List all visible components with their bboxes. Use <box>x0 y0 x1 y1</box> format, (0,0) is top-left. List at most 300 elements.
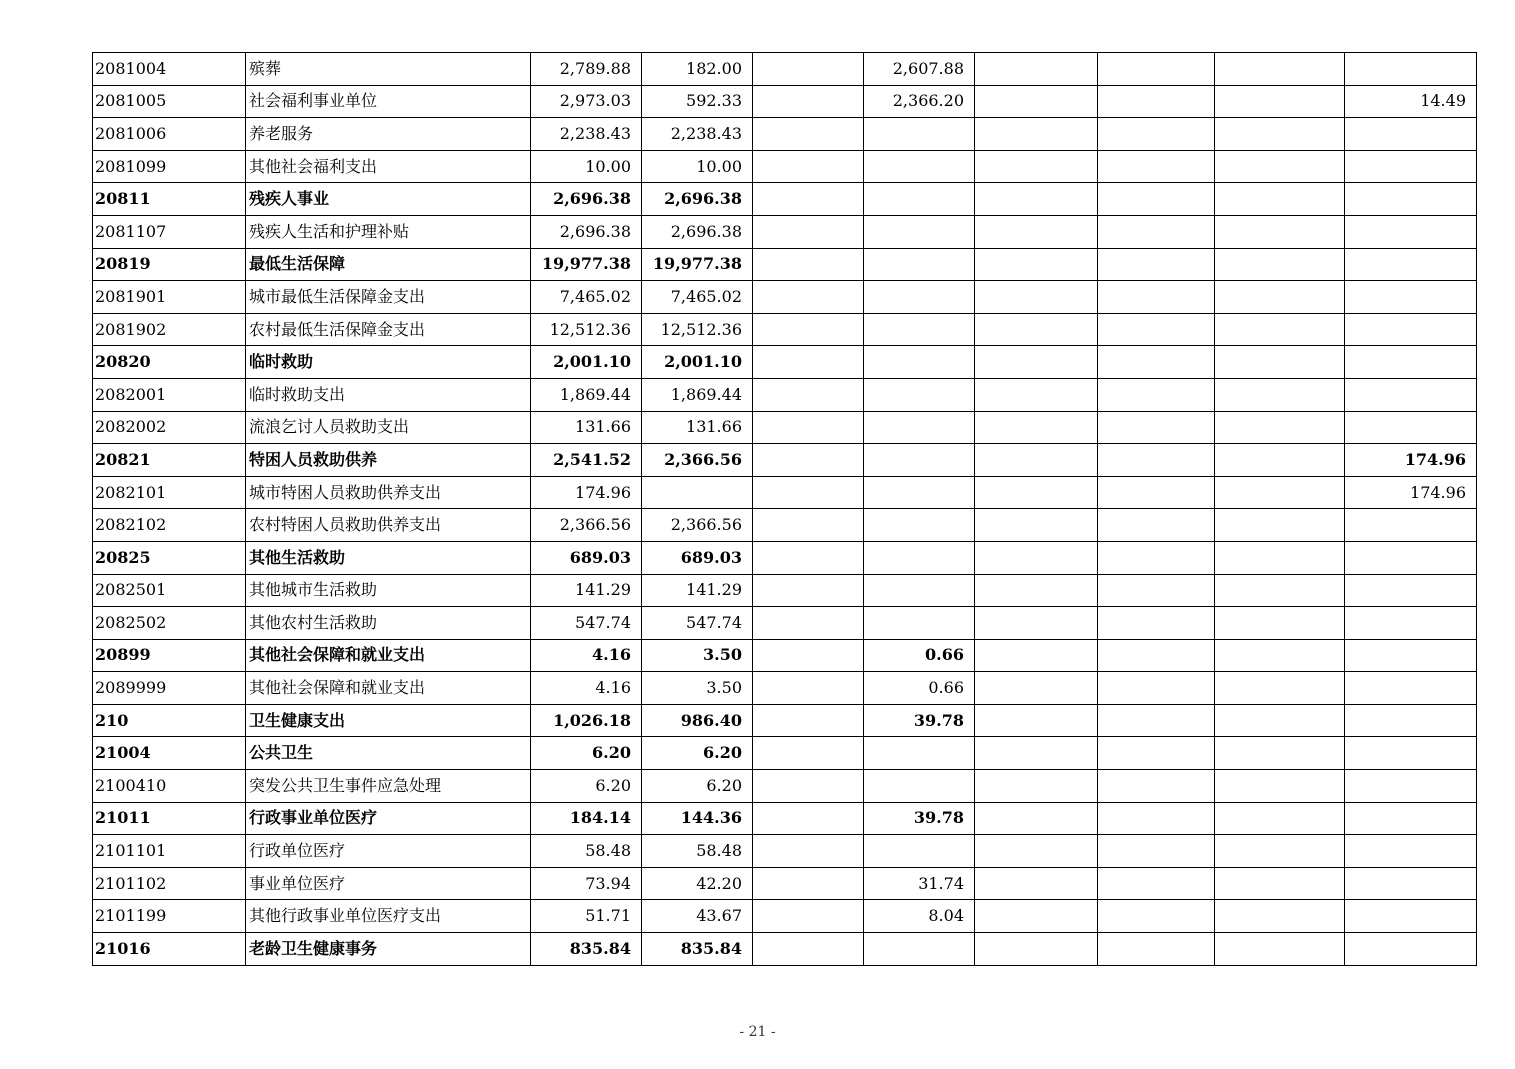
row-value-4 <box>864 378 975 411</box>
row-value-5 <box>975 215 1098 248</box>
row-value-6 <box>1098 835 1215 868</box>
table-row <box>93 183 1477 216</box>
row-value-8 <box>1345 607 1477 640</box>
row-code: 21016 <box>93 933 246 966</box>
row-name: 其他社会保障和就业支出 <box>246 639 531 672</box>
row-value-5 <box>975 867 1098 900</box>
row-code: 2081006 <box>93 118 246 151</box>
row-value-3 <box>753 672 864 705</box>
table-row <box>93 313 1477 346</box>
row-value-6 <box>1098 704 1215 737</box>
row-value-3 <box>753 704 864 737</box>
table-row <box>93 150 1477 183</box>
row-value-1: 58.48 <box>531 835 642 868</box>
row-value-1: 2,366.56 <box>531 509 642 542</box>
row-code: 21004 <box>93 737 246 770</box>
row-value-4 <box>864 444 975 477</box>
row-name: 其他农村生活救助 <box>246 607 531 640</box>
row-value-3 <box>753 118 864 151</box>
row-value-5 <box>975 900 1098 933</box>
row-value-6 <box>1098 933 1215 966</box>
row-value-1: 141.29 <box>531 574 642 607</box>
table-row <box>93 281 1477 314</box>
row-value-2: 592.33 <box>642 85 753 118</box>
row-code: 2101101 <box>93 835 246 868</box>
row-value-5 <box>975 150 1098 183</box>
row-value-3 <box>753 183 864 216</box>
row-value-4 <box>864 737 975 770</box>
row-value-3 <box>753 476 864 509</box>
row-value-6 <box>1098 737 1215 770</box>
row-code: 210 <box>93 704 246 737</box>
row-code: 2101102 <box>93 867 246 900</box>
row-value-1: 4.16 <box>531 672 642 705</box>
row-value-3 <box>753 639 864 672</box>
row-value-8: 174.96 <box>1345 476 1477 509</box>
row-value-8 <box>1345 509 1477 542</box>
row-value-8 <box>1345 411 1477 444</box>
row-value-7 <box>1215 215 1345 248</box>
row-value-3 <box>753 835 864 868</box>
row-value-2: 689.03 <box>642 541 753 574</box>
row-value-5 <box>975 607 1098 640</box>
row-value-6 <box>1098 248 1215 281</box>
row-value-7 <box>1215 574 1345 607</box>
row-value-6 <box>1098 378 1215 411</box>
row-value-4 <box>864 509 975 542</box>
table-row <box>93 900 1477 933</box>
row-name: 临时救助支出 <box>246 378 531 411</box>
row-value-7 <box>1215 704 1345 737</box>
row-value-2: 547.74 <box>642 607 753 640</box>
row-value-3 <box>753 607 864 640</box>
row-value-4: 0.66 <box>864 672 975 705</box>
row-value-6 <box>1098 574 1215 607</box>
row-value-1: 4.16 <box>531 639 642 672</box>
row-value-6 <box>1098 313 1215 346</box>
row-value-5 <box>975 802 1098 835</box>
row-value-1: 547.74 <box>531 607 642 640</box>
row-value-6 <box>1098 215 1215 248</box>
row-code: 2081902 <box>93 313 246 346</box>
row-value-2: 12,512.36 <box>642 313 753 346</box>
row-value-5 <box>975 85 1098 118</box>
row-value-8 <box>1345 770 1477 803</box>
row-value-4: 0.66 <box>864 639 975 672</box>
row-value-7 <box>1215 118 1345 151</box>
row-value-3 <box>753 281 864 314</box>
table-row <box>93 248 1477 281</box>
row-value-7 <box>1215 281 1345 314</box>
row-value-2: 141.29 <box>642 574 753 607</box>
row-value-8 <box>1345 704 1477 737</box>
row-value-1: 174.96 <box>531 476 642 509</box>
table-row <box>93 607 1477 640</box>
row-value-2: 19,977.38 <box>642 248 753 281</box>
row-value-2: 2,001.10 <box>642 346 753 379</box>
row-name: 残疾人事业 <box>246 183 531 216</box>
row-value-8 <box>1345 541 1477 574</box>
row-value-5 <box>975 53 1098 86</box>
row-value-3 <box>753 867 864 900</box>
row-value-1: 73.94 <box>531 867 642 900</box>
row-value-6 <box>1098 541 1215 574</box>
row-value-1: 12,512.36 <box>531 313 642 346</box>
row-value-5 <box>975 346 1098 379</box>
row-value-2: 58.48 <box>642 835 753 868</box>
table-row <box>93 411 1477 444</box>
row-name: 城市最低生活保障金支出 <box>246 281 531 314</box>
row-value-4 <box>864 574 975 607</box>
row-value-7 <box>1215 85 1345 118</box>
row-value-3 <box>753 85 864 118</box>
row-value-2: 43.67 <box>642 900 753 933</box>
row-value-5 <box>975 118 1098 151</box>
row-value-1: 19,977.38 <box>531 248 642 281</box>
row-value-5 <box>975 704 1098 737</box>
row-name: 行政事业单位医疗 <box>246 802 531 835</box>
row-value-4 <box>864 313 975 346</box>
row-name: 事业单位医疗 <box>246 867 531 900</box>
row-value-1: 2,541.52 <box>531 444 642 477</box>
row-value-7 <box>1215 933 1345 966</box>
row-value-3 <box>753 770 864 803</box>
row-value-4 <box>864 215 975 248</box>
row-value-3 <box>753 574 864 607</box>
table-row <box>93 704 1477 737</box>
row-value-4 <box>864 933 975 966</box>
row-code: 2082001 <box>93 378 246 411</box>
row-name: 卫生健康支出 <box>246 704 531 737</box>
row-code: 20820 <box>93 346 246 379</box>
row-value-6 <box>1098 770 1215 803</box>
row-value-2: 7,465.02 <box>642 281 753 314</box>
row-value-2: 2,366.56 <box>642 509 753 542</box>
row-value-2: 6.20 <box>642 737 753 770</box>
row-value-3 <box>753 900 864 933</box>
table-row <box>93 933 1477 966</box>
row-name: 城市特困人员救助供养支出 <box>246 476 531 509</box>
row-value-5 <box>975 933 1098 966</box>
row-value-1: 2,001.10 <box>531 346 642 379</box>
row-value-8 <box>1345 53 1477 86</box>
row-value-4 <box>864 770 975 803</box>
row-value-1: 2,973.03 <box>531 85 642 118</box>
row-value-1: 835.84 <box>531 933 642 966</box>
row-value-8 <box>1345 802 1477 835</box>
row-value-8: 174.96 <box>1345 444 1477 477</box>
row-name: 社会福利事业单位 <box>246 85 531 118</box>
row-value-2: 1,869.44 <box>642 378 753 411</box>
table-row <box>93 802 1477 835</box>
row-value-1: 6.20 <box>531 737 642 770</box>
row-value-5 <box>975 541 1098 574</box>
row-value-3 <box>753 346 864 379</box>
row-value-1: 10.00 <box>531 150 642 183</box>
row-value-3 <box>753 411 864 444</box>
row-value-8 <box>1345 672 1477 705</box>
row-value-7 <box>1215 476 1345 509</box>
row-value-3 <box>753 248 864 281</box>
row-value-7 <box>1215 867 1345 900</box>
row-code: 2082502 <box>93 607 246 640</box>
table-body <box>93 53 1477 966</box>
row-value-4 <box>864 835 975 868</box>
row-value-3 <box>753 802 864 835</box>
row-value-5 <box>975 770 1098 803</box>
row-value-6 <box>1098 802 1215 835</box>
row-value-4: 2,607.88 <box>864 53 975 86</box>
row-value-6 <box>1098 444 1215 477</box>
row-code: 2100410 <box>93 770 246 803</box>
row-value-6 <box>1098 607 1215 640</box>
table-row <box>93 444 1477 477</box>
row-value-1: 689.03 <box>531 541 642 574</box>
row-value-2: 2,366.56 <box>642 444 753 477</box>
row-value-3 <box>753 378 864 411</box>
row-value-4: 39.78 <box>864 704 975 737</box>
row-value-3 <box>753 541 864 574</box>
row-value-7 <box>1215 509 1345 542</box>
table-row <box>93 118 1477 151</box>
table-row <box>93 541 1477 574</box>
row-value-5 <box>975 574 1098 607</box>
row-value-5 <box>975 281 1098 314</box>
row-value-1: 1,869.44 <box>531 378 642 411</box>
table-row <box>93 85 1477 118</box>
row-value-3 <box>753 444 864 477</box>
row-value-2: 10.00 <box>642 150 753 183</box>
row-value-8 <box>1345 248 1477 281</box>
row-value-7 <box>1215 607 1345 640</box>
row-value-8 <box>1345 281 1477 314</box>
row-value-5 <box>975 737 1098 770</box>
row-value-1: 2,238.43 <box>531 118 642 151</box>
row-value-4 <box>864 411 975 444</box>
row-value-8 <box>1345 346 1477 379</box>
row-value-4: 39.78 <box>864 802 975 835</box>
row-value-4 <box>864 248 975 281</box>
row-value-6 <box>1098 53 1215 86</box>
budget-table-container <box>92 52 1476 966</box>
row-name: 老龄卫生健康事务 <box>246 933 531 966</box>
table-row <box>93 509 1477 542</box>
row-value-7 <box>1215 150 1345 183</box>
row-name: 殡葬 <box>246 53 531 86</box>
row-value-5 <box>975 476 1098 509</box>
row-code: 2081005 <box>93 85 246 118</box>
row-value-5 <box>975 639 1098 672</box>
table-row <box>93 574 1477 607</box>
row-value-6 <box>1098 411 1215 444</box>
row-value-8 <box>1345 639 1477 672</box>
row-code: 2101199 <box>93 900 246 933</box>
row-value-7 <box>1215 183 1345 216</box>
table-row <box>93 835 1477 868</box>
row-name: 其他社会福利支出 <box>246 150 531 183</box>
row-value-4: 31.74 <box>864 867 975 900</box>
row-value-8 <box>1345 933 1477 966</box>
row-value-2: 2,696.38 <box>642 183 753 216</box>
row-value-2: 2,238.43 <box>642 118 753 151</box>
row-value-5 <box>975 672 1098 705</box>
row-value-4: 8.04 <box>864 900 975 933</box>
row-value-3 <box>753 933 864 966</box>
row-value-1: 184.14 <box>531 802 642 835</box>
row-code: 20819 <box>93 248 246 281</box>
row-code: 2082002 <box>93 411 246 444</box>
row-value-2: 3.50 <box>642 672 753 705</box>
row-value-4 <box>864 346 975 379</box>
row-value-4 <box>864 541 975 574</box>
row-value-7 <box>1215 900 1345 933</box>
row-value-6 <box>1098 183 1215 216</box>
row-value-8: 14.49 <box>1345 85 1477 118</box>
row-value-7 <box>1215 802 1345 835</box>
row-value-6 <box>1098 118 1215 151</box>
row-value-4 <box>864 476 975 509</box>
row-value-6 <box>1098 900 1215 933</box>
row-name: 养老服务 <box>246 118 531 151</box>
row-value-8 <box>1345 215 1477 248</box>
row-value-8 <box>1345 313 1477 346</box>
row-value-1: 2,696.38 <box>531 215 642 248</box>
row-name: 突发公共卫生事件应急处理 <box>246 770 531 803</box>
row-value-8 <box>1345 574 1477 607</box>
row-value-3 <box>753 53 864 86</box>
row-value-7 <box>1215 672 1345 705</box>
row-value-7 <box>1215 835 1345 868</box>
table-row <box>93 53 1477 86</box>
row-code: 21011 <box>93 802 246 835</box>
row-value-5 <box>975 835 1098 868</box>
row-value-7 <box>1215 346 1345 379</box>
row-value-4 <box>864 281 975 314</box>
budget-expenditure-table <box>92 52 1477 966</box>
row-value-2: 182.00 <box>642 53 753 86</box>
row-value-7 <box>1215 541 1345 574</box>
table-row <box>93 672 1477 705</box>
row-value-7 <box>1215 411 1345 444</box>
row-code: 2089999 <box>93 672 246 705</box>
row-value-5 <box>975 509 1098 542</box>
table-row <box>93 867 1477 900</box>
row-value-2: 2,696.38 <box>642 215 753 248</box>
row-value-3 <box>753 313 864 346</box>
row-name: 其他生活救助 <box>246 541 531 574</box>
row-value-4 <box>864 183 975 216</box>
row-value-6 <box>1098 639 1215 672</box>
row-code: 2082101 <box>93 476 246 509</box>
row-value-2: 6.20 <box>642 770 753 803</box>
row-value-5 <box>975 378 1098 411</box>
row-code: 2082102 <box>93 509 246 542</box>
row-value-6 <box>1098 85 1215 118</box>
row-value-1: 131.66 <box>531 411 642 444</box>
row-code: 2081004 <box>93 53 246 86</box>
row-value-8 <box>1345 737 1477 770</box>
row-name: 农村特困人员救助供养支出 <box>246 509 531 542</box>
row-value-8 <box>1345 835 1477 868</box>
row-name: 最低生活保障 <box>246 248 531 281</box>
row-value-1: 6.20 <box>531 770 642 803</box>
row-value-5 <box>975 183 1098 216</box>
row-code: 20825 <box>93 541 246 574</box>
row-value-1: 2,789.88 <box>531 53 642 86</box>
row-name: 行政单位医疗 <box>246 835 531 868</box>
row-value-5 <box>975 444 1098 477</box>
row-value-1: 2,696.38 <box>531 183 642 216</box>
row-value-6 <box>1098 476 1215 509</box>
row-value-1: 51.71 <box>531 900 642 933</box>
row-value-3 <box>753 509 864 542</box>
row-value-3 <box>753 737 864 770</box>
row-code: 2081099 <box>93 150 246 183</box>
row-value-2: 131.66 <box>642 411 753 444</box>
row-value-8 <box>1345 867 1477 900</box>
table-row <box>93 346 1477 379</box>
row-code: 20899 <box>93 639 246 672</box>
row-value-8 <box>1345 150 1477 183</box>
row-value-8 <box>1345 183 1477 216</box>
row-value-4: 2,366.20 <box>864 85 975 118</box>
row-value-2 <box>642 476 753 509</box>
row-value-1: 1,026.18 <box>531 704 642 737</box>
row-code: 2081107 <box>93 215 246 248</box>
row-value-8 <box>1345 118 1477 151</box>
row-code: 2081901 <box>93 281 246 314</box>
row-value-2: 42.20 <box>642 867 753 900</box>
row-name: 农村最低生活保障金支出 <box>246 313 531 346</box>
row-name: 其他社会保障和就业支出 <box>246 672 531 705</box>
row-value-7 <box>1215 313 1345 346</box>
row-value-7 <box>1215 770 1345 803</box>
row-name: 其他城市生活救助 <box>246 574 531 607</box>
row-value-6 <box>1098 281 1215 314</box>
row-value-6 <box>1098 867 1215 900</box>
row-value-6 <box>1098 509 1215 542</box>
table-row <box>93 215 1477 248</box>
table-row <box>93 737 1477 770</box>
row-name: 公共卫生 <box>246 737 531 770</box>
row-value-6 <box>1098 150 1215 183</box>
row-value-2: 3.50 <box>642 639 753 672</box>
row-code: 20821 <box>93 444 246 477</box>
row-value-7 <box>1215 737 1345 770</box>
row-value-6 <box>1098 346 1215 379</box>
row-value-7 <box>1215 53 1345 86</box>
row-value-5 <box>975 411 1098 444</box>
row-name: 临时救助 <box>246 346 531 379</box>
row-value-3 <box>753 215 864 248</box>
row-value-8 <box>1345 378 1477 411</box>
row-value-2: 835.84 <box>642 933 753 966</box>
row-value-4 <box>864 607 975 640</box>
row-value-8 <box>1345 900 1477 933</box>
row-value-3 <box>753 150 864 183</box>
table-row <box>93 476 1477 509</box>
row-name: 其他行政事业单位医疗支出 <box>246 900 531 933</box>
row-value-4 <box>864 118 975 151</box>
row-name: 残疾人生活和护理补贴 <box>246 215 531 248</box>
row-name: 特困人员救助供养 <box>246 444 531 477</box>
row-value-1: 7,465.02 <box>531 281 642 314</box>
row-value-5 <box>975 248 1098 281</box>
row-value-2: 144.36 <box>642 802 753 835</box>
row-code: 20811 <box>93 183 246 216</box>
row-name: 流浪乞讨人员救助支出 <box>246 411 531 444</box>
row-value-7 <box>1215 444 1345 477</box>
